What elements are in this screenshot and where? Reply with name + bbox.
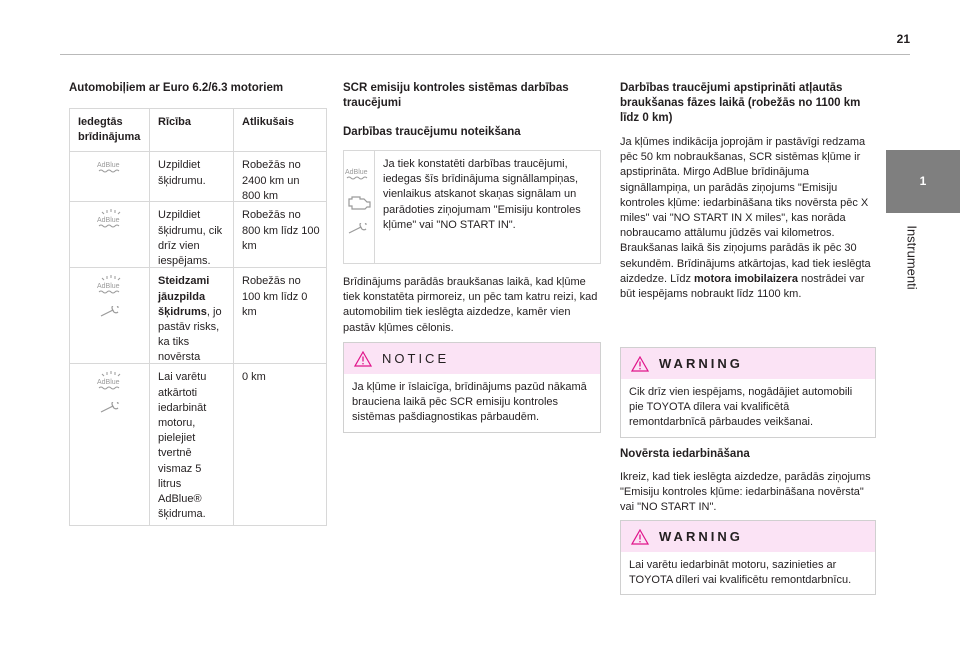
table-cell: 0 km (242, 371, 266, 384)
warning-triangle-icon (631, 529, 649, 545)
col2 (343, 81, 601, 140)
col3-para-text: Ja kļūmes indikācija joprojām ir pastāvīgi redzama pēc 50 km nobraukšanas, SCR sistēmas kļūme ir apstiprināta. Mirgo AdBlue brīdinājuma signāllampiņa, un parādās ziņojums "Emisiju kontroles kļūme: iedarbināšana tiks novērsta pēc X miles" vai "NO START IN X miles", kas norāda nobraucamo attālumu jūdzēs vai kilometros. Braukšanas laikā šis ziņojums parādās ik pēc 30 sekundēm. Brīdinājums atkārtojas, kad tiek ieslēgta aizdedze. (620, 136, 871, 285)
col2-paragraph: Brīdinājums parādās braukšanas laikā, kad kļūme tiek konstatēta pirmoreiz, un pēc tam katru reizi, kad automobilim tiek ieslēgta aizdedze, kamēr vien pastāv kļūmes cēlonis. (343, 276, 598, 334)
col3-paragraph-2: Ikreiz, kad tiek ieslēgta aizdedze, parādās ziņojums "Emisiju kontroles kļūme: iedarbināšana novērsta" vai "NO START IN". (620, 471, 871, 514)
warning-title: WARNING (659, 529, 743, 544)
svg-text:AdBlue: AdBlue (96, 162, 120, 170)
notice-body: Ja kļūme ir īslaicīga, brīdinājums pazūd nākamā brauciena laikā pēc SCR emisiju kontroles sistēmas pašdiagnostikas pārbaudēm. (352, 381, 587, 424)
table-cell: Robežās no 2400 km un 800 km (242, 159, 301, 202)
svg-text:AdBlue: AdBlue (96, 379, 120, 387)
col1 (69, 81, 327, 96)
col1-heading: Automobiļiem ar Euro 6.2/6.3 motoriem (69, 82, 284, 94)
col3-para-tail-post: nostrādei var būt iespējams nobraukt līdz 1100 km. (620, 272, 865, 301)
fault-indicator-box (343, 150, 601, 264)
table-row (70, 267, 326, 363)
warning-box-1 (620, 347, 876, 438)
notice-title: NOTICE (382, 351, 450, 366)
adblue-table (69, 108, 327, 526)
table-cell: Robežās no 800 km līdz 100 km (242, 209, 320, 252)
col2-subheading: Darbības traucējumu noteikšana (343, 126, 521, 138)
table-cell (150, 268, 234, 363)
warning-body: Lai varētu iedarbināt motoru, sazinieties ar TOYOTA dīleri vai kvalificētu remontdarbnīcu. (629, 559, 852, 587)
table-header: Atlikušais (242, 116, 294, 128)
chapter-label: Instrumenti (904, 225, 920, 290)
table-row (70, 363, 326, 525)
warning-title: WARNING (659, 356, 743, 371)
col3-paragraph (620, 135, 876, 302)
table-header-row (70, 109, 326, 151)
chapter-tab[interactable]: 1 (886, 150, 960, 213)
adblue-icon (344, 165, 374, 181)
table-row (70, 201, 326, 267)
col3-subheading: Novērsta iedarbināšana (620, 448, 750, 460)
svg-text:AdBlue: AdBlue (96, 217, 120, 225)
chapter-label-wrap (872, 220, 952, 300)
col2-heading: SCR emisiju kontroles sistēmas darbības traucējumi (343, 82, 569, 109)
table-cell: Lai varētu atkārtoti iedarbināt motoru, pielejiet tvertnē vismaz 5 litrus AdBlue® šķidruma. (150, 364, 234, 525)
warning-triangle-icon (354, 351, 372, 367)
action-text: , jo pastāv risks, ka tiks novērsta (158, 305, 222, 364)
notice-box (343, 342, 601, 433)
page-number: 21 (896, 32, 910, 46)
header-rule (60, 54, 910, 55)
adblue-icon (96, 158, 126, 174)
warning-body: Cik drīz vien iespējams, nogādājiet automobili pie TOYOTA dīlera vai kvalificētā remontdarbnīcā pārbaudes veikšanai. (629, 386, 853, 429)
svg-text:AdBlue: AdBlue (96, 283, 120, 291)
fault-indicator-text: Ja tiek konstatēti darbības traucējumi, iedegas šīs brīdinājuma signāllampiņas, vienlaikus atskanot skaņas signālam un parādoties ziņojumam "Emisiju kontroles kļūme" vai "NO START IN". (383, 158, 581, 231)
col3-heading: Darbības traucējumi apstiprināti atļautās braukšanas fāzes laikā (robežās no 1100 km līdz 0 km) (620, 82, 861, 124)
wrench-icon (99, 306, 123, 318)
wrench-icon (99, 402, 123, 414)
col3-lower (620, 447, 876, 516)
table-row (70, 151, 326, 201)
col3-para-tail-bold: motora imobilaizera (694, 272, 798, 285)
warning-triangle-icon (631, 356, 649, 372)
col2-para-wrap (343, 275, 601, 336)
engine-icon (345, 193, 373, 211)
table-cell: Uzpildiet šķidrumu. (150, 152, 234, 201)
table-header: Iedegtās brīdinājuma (70, 109, 150, 151)
warning-box-2 (620, 520, 876, 595)
action-emphasis: Steidzami jāuzpilda šķidrums (158, 275, 210, 318)
table-header: Rīcība (150, 109, 234, 151)
wrench-icon (347, 223, 371, 235)
adblue-warning-icon (96, 208, 126, 230)
table-cell: Uzpildiet šķidrumu, cik drīz vien iespējams. (150, 202, 234, 267)
table-cell: Robežās no 100 km līdz 0 km (242, 275, 308, 318)
col3-para-tail-pre: Līdz (670, 272, 695, 285)
col3 (620, 81, 876, 302)
svg-text:AdBlue: AdBlue (345, 169, 368, 176)
adblue-warning-icon (96, 370, 126, 392)
adblue-warning-icon (96, 274, 126, 296)
